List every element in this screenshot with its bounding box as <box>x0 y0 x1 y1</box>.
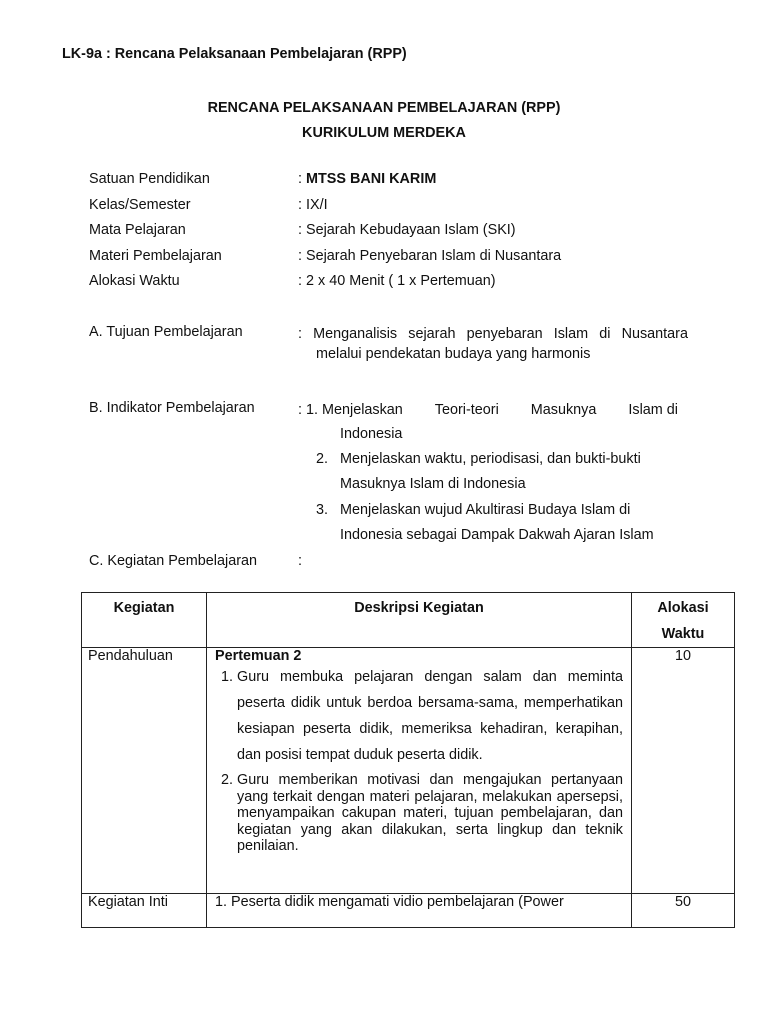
table-row <box>82 648 735 894</box>
indikator-item-1: : 1. Menjelaskan Teori-teori Masuknya Islam di <box>298 402 678 418</box>
header-kegiatan: Kegiatan <box>82 593 207 648</box>
kegiatan-table <box>81 592 735 928</box>
cell-alokasi: 10 <box>632 648 735 894</box>
identity-value: : IX/I <box>298 197 328 213</box>
cell-kegiatan: Pendahuluan <box>82 648 207 894</box>
identity-row-satuan <box>89 171 709 191</box>
list-item: 1. Guru membuka pelajaran dengan salam dan meminta peserta didik untuk berdoa bersama-sama, memperhatikan kesiapan peserta didik, memeriksa kehadiran, kerapihan, dan posisi tempat duduk peserta didik. <box>237 664 623 768</box>
row-heading: Pertemuan 2 <box>215 648 302 664</box>
cell-kegiatan: Kegiatan Inti <box>82 894 207 928</box>
identity-value: : 2 x 40 Menit ( 1 x Pertemuan) <box>298 273 496 289</box>
identity-label: Alokasi Waktu <box>89 273 180 289</box>
identity-row-alokasi <box>89 273 709 293</box>
identity-value: : Sejarah Penyebaran Islam di Nusantara <box>298 248 562 264</box>
identity-value: : Sejarah Kebudayaan Islam (SKI) <box>298 222 516 238</box>
identity-label: Mata Pelajaran <box>89 222 186 238</box>
identity-label: Materi Pembelajaran <box>89 248 222 264</box>
indikator-item-1-cont: Indonesia <box>340 426 403 442</box>
table-row <box>82 894 735 928</box>
identity-row-materi <box>89 248 709 268</box>
header-deskripsi: Deskripsi Kegiatan <box>207 593 632 648</box>
kegiatan-label: C. Kegiatan Pembelajaran <box>89 553 257 569</box>
indikator-item-2-cont: Masuknya Islam di Indonesia <box>340 476 526 492</box>
page-title: RENCANA PELAKSANAAN PEMBELAJARAN (RPP) <box>207 100 561 116</box>
table-header-row <box>82 593 735 648</box>
indikator-item-3: Menjelaskan wujud Akultirasi Budaya Islam di <box>340 502 631 518</box>
kegiatan-colon: : <box>298 553 302 569</box>
indikator-num-2: 2. <box>316 451 329 467</box>
tujuan-text: : Menganalisis sejarah penyebaran Islam di Nusantara melalui pendekatan budaya yang harmonis <box>298 326 688 362</box>
indikator-label: B. Indikator Pembelajaran <box>89 400 255 416</box>
indikator-num-3: 3. <box>316 502 329 518</box>
identity-label: Satuan Pendidikan <box>89 171 210 187</box>
identity-row-kelas <box>89 197 709 217</box>
cell-alokasi: 50 <box>632 894 735 928</box>
list-item: 2. Guru memberikan motivasi dan mengajukan pertanyaan yang terkait dengan materi pelajaran, melakukan apersepsi, menyampaikan cakupan materi, tujuan pembelajaran, dan kegiatan yang akan dilakukan, serta lingkup dan teknik penilaian. <box>237 772 623 855</box>
doc-header: LK-9a : Rencana Pelaksanaan Pembelajaran (RPP) <box>62 46 407 62</box>
tujuan-label: A. Tujuan Pembelajaran <box>89 324 243 340</box>
identity-label: Kelas/Semester <box>89 197 191 213</box>
cell-deskripsi: 1. Peserta didik mengamati vidio pembelajaran (Power <box>207 894 632 928</box>
identity-value: : MTSS BANI KARIM <box>298 171 437 187</box>
cell-deskripsi <box>207 648 632 894</box>
indikator-item-3-cont: Indonesia sebagai Dampak Dakwah Ajaran Islam <box>340 527 654 543</box>
page-subtitle: KURIKULUM MERDEKA <box>302 125 466 141</box>
indikator-item-2: Menjelaskan waktu, periodisasi, dan bukti-bukti <box>340 451 641 467</box>
identity-row-mapel <box>89 222 709 242</box>
header-alokasi: Alokasi Waktu <box>632 593 735 648</box>
